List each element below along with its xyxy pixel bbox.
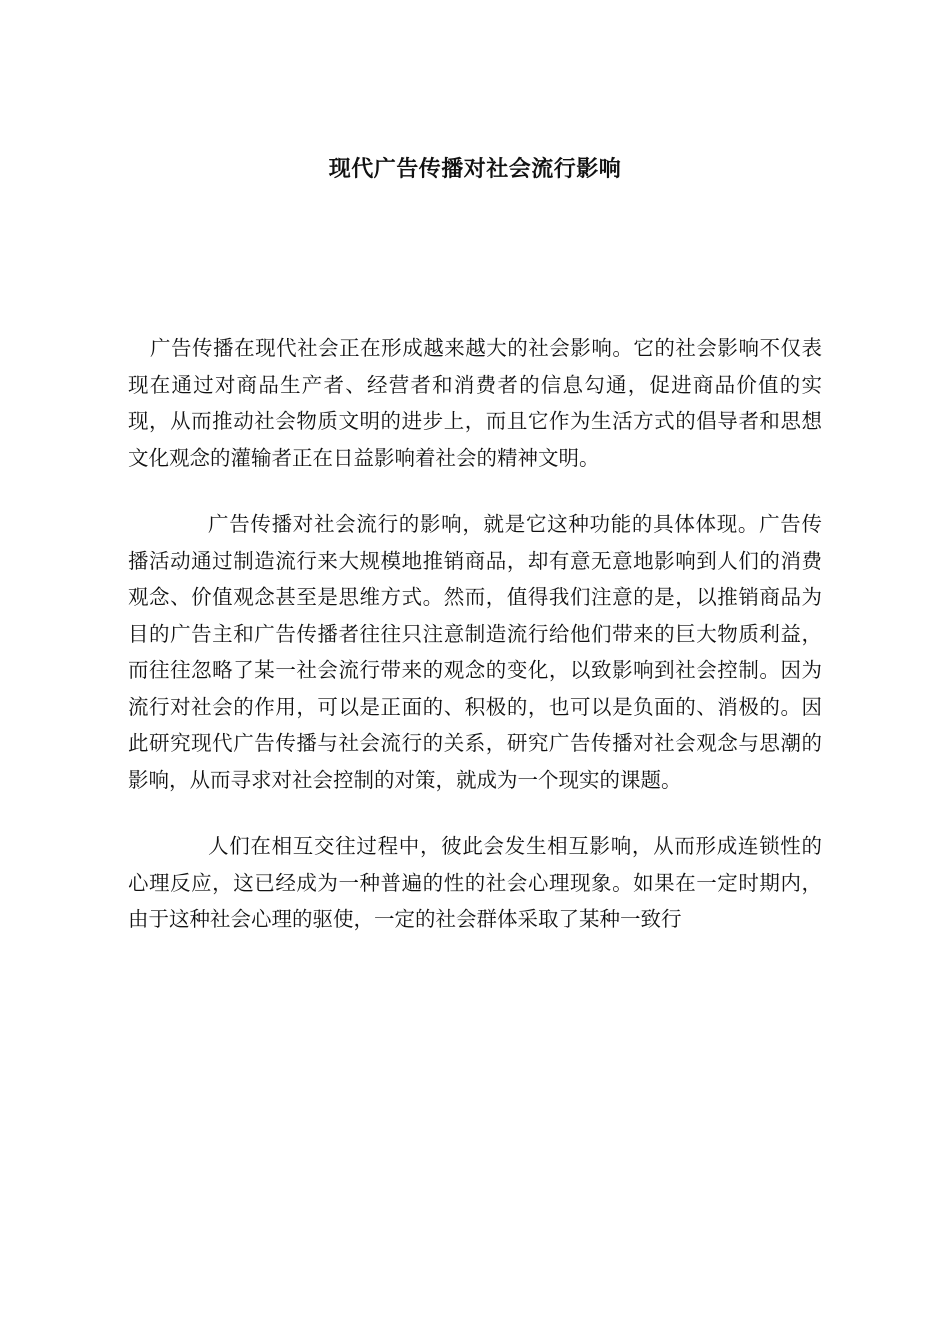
paragraph-3: 人们在相互交往过程中，彼此会发生相互影响，从而形成连锁性的心理反应，这已经成为一种普遍的性的社会心理现象。如果在一定时期内，由于这种社会心理的驱使，一定的社会群体采取了某种一致行: [128, 834, 822, 931]
document-body: [128, 330, 822, 968]
paragraph-2: 广告传播对社会流行的影响，就是它这种功能的具体体现。广告传播活动通过制造流行来大规模地推销商品，却有意无意地影响到人们的消费观念、价值观念甚至是思维方式。然而，值得我们注意的是，以推销商品为目的广告主和广告传播者往往只注意制造流行给他们带来的巨大物质利益，而往往忽略了某一社会流行带来的观念的变化，以致影响到社会控制。因为流行对社会的作用，可以是正面的、积极的，也可以是负面的、消极的。因此研究现代广告传播与社会流行的关系，研究广告传播对社会观念与思潮的影响，从而寻求对社会控制的对策，就成为一个现实的课题。: [128, 512, 822, 792]
document-title: 现代广告传播对社会流行影响: [328, 156, 622, 182]
paragraph-1: 广告传播在现代社会正在形成越来越大的社会影响。它的社会影响不仅表现在通过对商品生产者、经营者和消费者的信息勾通，促进商品价值的实现，从而推动社会物质文明的进步上，而且它作为生活方式的倡导者和思想文化观念的灌输者正在日益影响着社会的精神文明。: [128, 336, 822, 470]
